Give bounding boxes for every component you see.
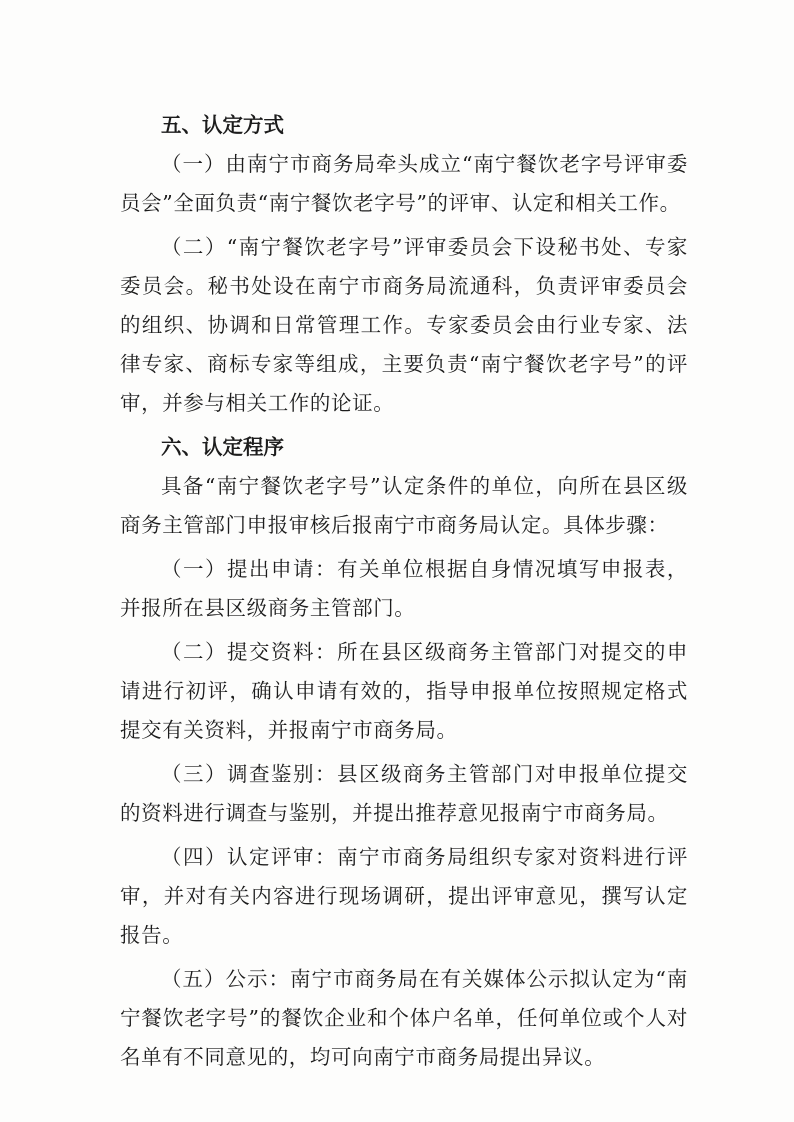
paragraph: 具备“南宁餐饮老字号”认定条件的单位，向所在县区级商务主管部门申报审核后报南宁市商务局认定。具体步骤：: [120, 474, 688, 537]
paragraph: （四）认定评审：南宁市商务局组织专家对资料进行评审，并对有关内容进行现场调研，提出评审意见，撰写认定报告。: [120, 845, 688, 947]
paragraph: （二）提交资料：所在县区级商务主管部门对提交的申请进行初评，确认申请有效的，指导申报单位按照规定格式提交有关资料，并报南宁市商务局。: [120, 640, 688, 742]
section-heading: 六、认定程序: [161, 435, 284, 459]
document-body: [120, 106, 688, 1082]
section-heading: 五、认定方式: [161, 113, 284, 137]
section-recognition-method: [120, 106, 688, 423]
paragraph: （五）公示：南宁市商务局在有关媒体公示拟认定为“南宁餐饮老字号”的餐饮企业和个体户名单，任何单位或个人对名单有不同意见的，均可向南宁市商务局提出异议。: [120, 967, 688, 1069]
paragraph: （一）提出申请：有关单位根据自身情况填写申报表，并报所在县区级商务主管部门。: [120, 557, 688, 620]
paragraph: （三）调查鉴别：县区级商务主管部门对申报单位提交的资料进行调查与鉴别，并提出推荐意见报南宁市商务局。: [120, 762, 688, 825]
paragraph: （一）由南宁市商务局牵头成立“南宁餐饮老字号评审委员会”全面负责“南宁餐饮老字号”的评审、认定和相关工作。: [120, 152, 688, 215]
section-recognition-procedure: [120, 428, 688, 1077]
paragraph: （二）“南宁餐饮老字号”评审委员会下设秘书处、专家委员会。秘书处设在南宁市商务局流通科，负责评审委员会的组织、协调和日常管理工作。专家委员会由行业专家、法律专家、商标专家等组成，主要负责“南宁餐饮老字号”的评审，并参与相关工作的论证。: [120, 235, 688, 415]
